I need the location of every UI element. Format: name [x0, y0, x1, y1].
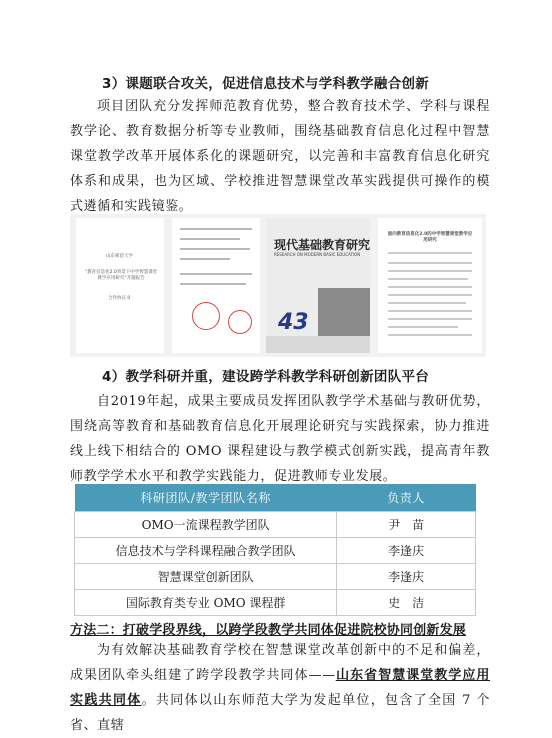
- table-row: [75, 512, 476, 538]
- community-name-link: 山东省智慧课堂教学应用实践共同体: [70, 668, 490, 708]
- section-3-heading: 3）课题联合攻关，促进信息技术与学科教学融合创新: [102, 76, 430, 92]
- method-2-body: [70, 638, 490, 738]
- journal-cover-image: [266, 218, 370, 353]
- leader-cell: 李逢庆: [337, 538, 476, 564]
- section-4-body: 自2019年起，成果主要成员发挥团队教学学术基础与教研优势，围绕高等教育和基础教育信息化开展理论研究与实践探索，协力推进线上线下相结合的 OMO 课程建设与教学模式创新实践，提高青年教师教学学术水平和教学实践能力，促进教师专业发展。: [70, 394, 490, 484]
- table-header-row: [75, 484, 476, 512]
- team-table: [74, 484, 476, 616]
- leader-cell: 李逢庆: [337, 564, 476, 590]
- leader-cell: 尹 苗: [337, 512, 476, 538]
- article-title: 面向教育信息化2.0的中学智慧课堂教学应用研究: [387, 232, 473, 243]
- doc1-title: “教育信息化2.0背景下中学智慧课堂教学应用研究”开题报告: [84, 270, 158, 281]
- table-row: [75, 564, 476, 590]
- header-team-name: 科研团队/教学团队名称: [75, 484, 337, 512]
- red-seal-icon: [228, 310, 252, 334]
- section-3-body: 项目团队充分发挥师范教育优势，整合教育技术学、学科与课程教学论、教育数据分析等专业教师，围绕基础教育信息化过程中智慧课堂教学改革开展体系化的课题研究，以完善和丰富教育信息化研究体系和成果，也为区域、学校推进智慧课堂改革实践提供可操作的模式遴循和实践镜鉴。: [70, 99, 490, 214]
- cooperation-agreement-image: [76, 218, 164, 353]
- journal-issue-number: 43: [278, 310, 309, 335]
- header-leader: 负责人: [337, 484, 476, 512]
- method-2-body-end: 。共同体以山东师范大学为发起单位，包含了全国 7 个省、直辖: [70, 693, 490, 733]
- leader-cell: 史 洁: [337, 590, 476, 616]
- table-row: [75, 538, 476, 564]
- contract-page-image: [172, 218, 260, 353]
- table-row: [75, 590, 476, 616]
- journal-title: 现代基础教育研究: [274, 238, 370, 252]
- team-name-cell: OMO一流课程教学团队: [75, 512, 337, 538]
- method-2-heading: 方法二：打破学段界线，以跨学段教学共同体促进院校协同创新发展: [70, 623, 467, 638]
- team-name-cell: 智慧课堂创新团队: [75, 564, 337, 590]
- team-name-cell: 信息技术与学科课程融合教学团队: [75, 538, 337, 564]
- section-4-heading: 4）教学科研并重，建设跨学科教学科研创新团队平台: [102, 369, 430, 385]
- journal-subtitle: RESEARCH ON MODERN BASIC EDUCATION: [274, 252, 361, 257]
- red-seal-icon: [192, 302, 220, 330]
- image-strip: [70, 214, 486, 357]
- team-name-cell: 国际教育类专业 OMO 课程群: [75, 590, 337, 616]
- doc1-org: 山东师范大学: [106, 254, 133, 259]
- doc1-footer: 合作协议书: [108, 296, 131, 301]
- method-2-body-start: 为有效解决基础教育学校在智慧课堂改革创新中的不足和偏差，成果团队牵头组建了跨学段教学共同体——: [70, 643, 490, 683]
- journal-article-image: [378, 218, 482, 353]
